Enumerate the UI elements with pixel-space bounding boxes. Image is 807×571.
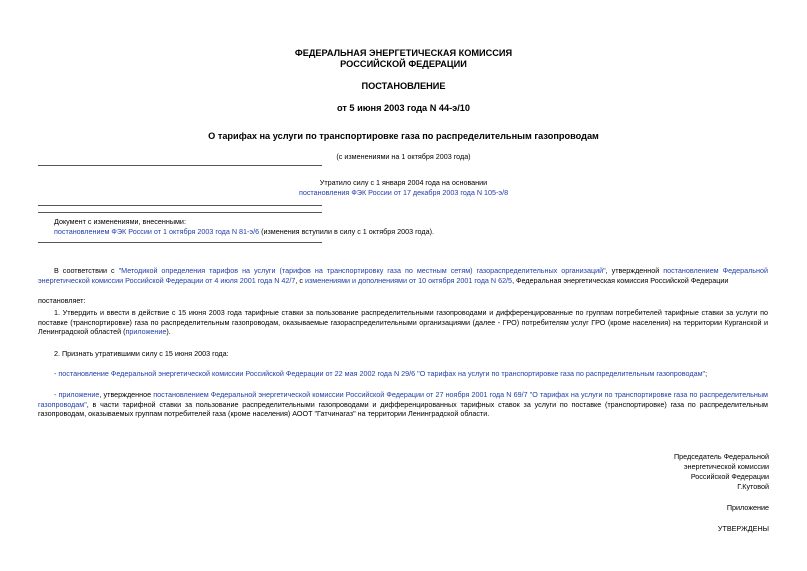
resolution-link[interactable]: постановлением Федеральной энергетической комиссии Российской Федерации от 4 июля 2001 года N 42/7: [38, 266, 769, 285]
org-name-line1: ФЕДЕРАЛЬНАЯ ЭНЕРГЕТИЧЕСКАЯ КОМИССИЯ: [294, 48, 513, 58]
signatory-title-1: Председатель Федеральной: [674, 452, 769, 461]
amendments-link[interactable]: изменениями и дополнениями от 10 октября 2001 года N 62/5: [304, 275, 513, 285]
amend-tail: (изменения вступили в силу с 1 октября 2003 года).: [259, 227, 434, 236]
divider: [38, 242, 322, 243]
divider: [38, 212, 322, 213]
doc-title: О тарифах на услуги по транспортировке газа по распределительным газопроводам: [208, 131, 599, 141]
status-link[interactable]: постановления ФЭК России от 17 декабря 2003 года N 105-э/8: [298, 188, 509, 197]
repealed-resolution-2-link[interactable]: постановлением Федеральной энергетической комиссии Российской Федерации от 27 ноября 2001 года N 69/7 "О тарифах на услуги по транспортировке газа по распределительным газопроводам": [38, 390, 768, 409]
item-2-bullet-1: [38, 369, 768, 379]
divider: [38, 165, 322, 166]
signatory-name: Г.Кутовой: [737, 482, 769, 491]
amend-line: Документ с изменениями, внесенными:: [54, 217, 186, 226]
amend-link[interactable]: постановлением ФЭК России от 1 октября 2003 года N 81-э/6: [54, 227, 260, 236]
item-1-tail: ).: [166, 327, 171, 337]
preamble-text: , Федеральная энергетическая комиссия Российской Федерации: [512, 275, 729, 285]
divider: [38, 205, 322, 206]
preamble-text: В соответствии с: [54, 266, 119, 275]
status-line: Утратило силу с 1 января 2004 года на основании: [319, 178, 488, 187]
doc-type: ПОСТАНОВЛЕНИЕ: [361, 81, 446, 91]
methodology-link[interactable]: "Методикой определения тарифов на услуги (тарифов на транспортировку газа по местным сетям) газораспределительных организаций": [118, 266, 606, 275]
appendix-label: Приложение: [726, 503, 769, 512]
item-1-paragraph: [38, 308, 768, 337]
doc-date: от 5 июня 2003 года N 44-э/10: [336, 103, 471, 113]
item-2-bullet-2: [38, 390, 768, 419]
preamble-text: , с: [295, 275, 305, 285]
preamble-paragraph: [38, 266, 768, 285]
preamble-text: , утвержденной: [605, 266, 664, 275]
signatory-title-3: Российской Федерации: [690, 472, 769, 481]
resolves-label: постановляет:: [38, 296, 86, 305]
repealed-resolution-link[interactable]: - постановление Федеральной энергетической комиссии Российской Федерации от 22 мая 2002 года N 29/6 "О тарифах на услуги по транспортировке газа по распределительным газопроводам": [54, 369, 706, 378]
org-name-line2: РОССИЙСКОЙ ФЕДЕРАЦИИ: [340, 59, 467, 69]
bullet-2-text: , в части тарифной ставки за пользование распределительными газопроводами и дифференцированных тарифных ставок за услуги по поставке (транспортировке) газа по распределительным газопроводам, оказываемых группам потребителей газа (кроме населения) АООТ "Гатчинагаз" на территории Ленинградской области.: [38, 399, 768, 419]
appendix-link[interactable]: приложение: [125, 327, 167, 337]
repealed-appendix-link[interactable]: - приложение: [54, 390, 100, 399]
item-1-text: 1. Утвердить и ввести в действие с 15 июня 2003 года тарифные ставки за пользование распределительными газопроводами и дифференцированные по группам потребителей тарифные ставки за услуги по поставке (транспортировке) газа по распределительным газопроводам, оказываемые газораспределительными организациями (далее - ГРО) потребителям услуг ГРО (кроме населения) на территории Курганской и Ленинградской областей (: [38, 308, 768, 337]
amend-line-2: [54, 227, 434, 237]
bullet-2-text: , утвержденное: [99, 390, 154, 399]
approved-label: УТВЕРЖДЕНЫ: [717, 524, 769, 533]
bullet-1-tail: ;: [705, 369, 708, 378]
signatory-title-2: энергетической комиссии: [683, 462, 769, 471]
item-2-text: 2. Признать утратившими силу с 15 июня 2003 года:: [54, 349, 229, 358]
changes-note: (с изменениями на 1 октября 2003 года): [336, 152, 471, 161]
